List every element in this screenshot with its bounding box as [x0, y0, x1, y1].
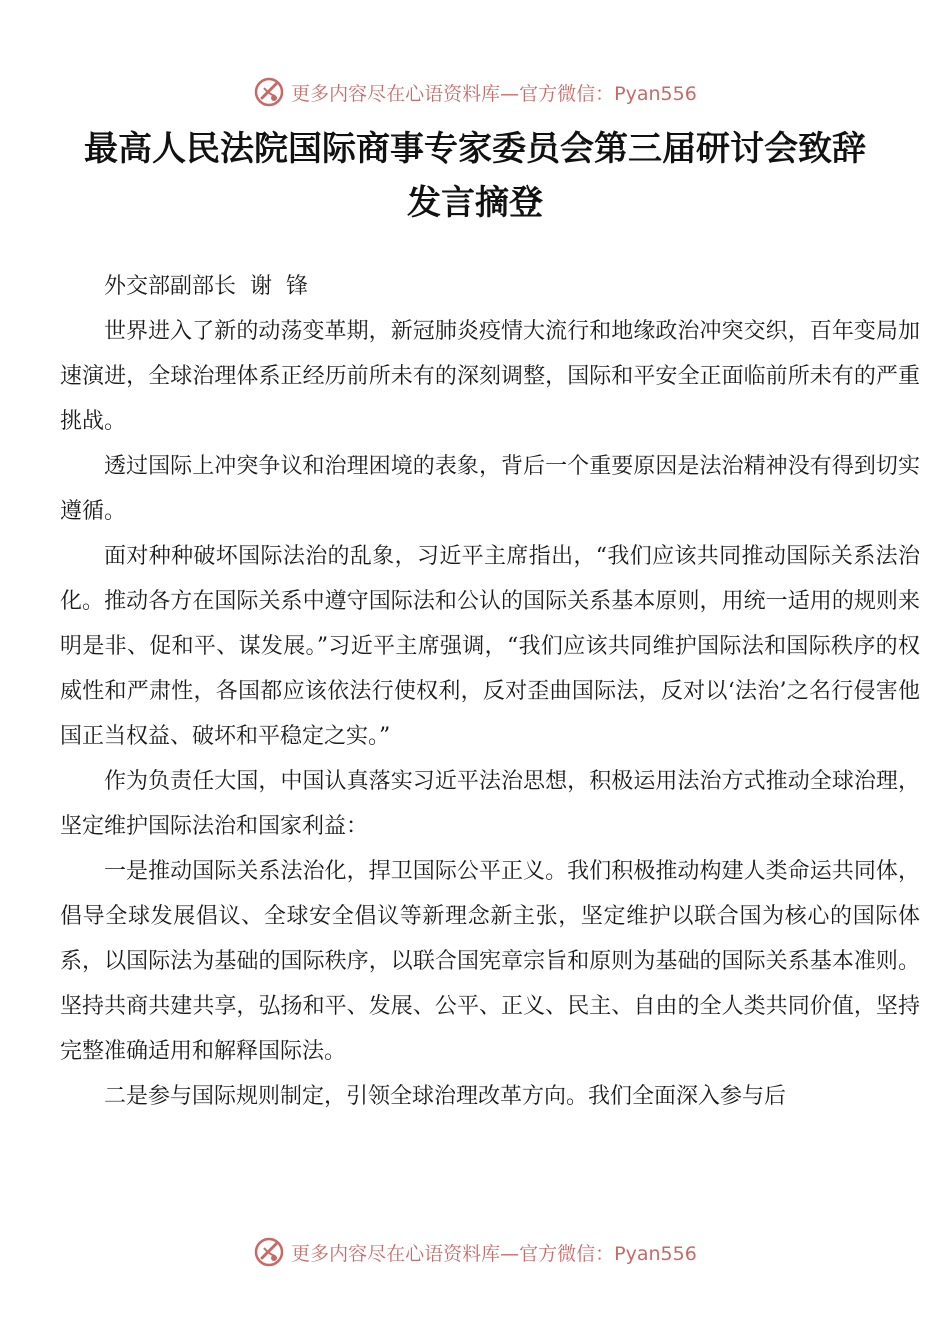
document-body	[60, 264, 920, 1119]
title-line-2: 发言摘登	[407, 183, 543, 223]
watermark-text: 更多内容尽在心语资料库—官方微信：Pyan556	[291, 82, 697, 105]
watermark-footer	[0, 1236, 950, 1268]
watermark-logo-icon	[253, 76, 285, 108]
watermark-header	[0, 76, 950, 108]
document-title	[40, 122, 910, 230]
title-line-1: 最高人民法院国际商事专家委员会第三届研讨会致辞	[84, 129, 866, 169]
paragraph-6: 二是参与国际规则制定，引领全球治理改革方向。我们全面深入参与后	[104, 1084, 787, 1109]
watermark-logo-icon	[253, 1236, 285, 1268]
watermark-text: 更多内容尽在心语资料库—官方微信：Pyan556	[291, 1242, 697, 1265]
paragraph-3: 面对种种破坏国际法治的乱象，习近平主席指出，“我们应该共同推动国际关系法治化。推动各方在国际关系中遵守国际法和公认的国际关系基本原则，用统一适用的规则来明是非、促和平、谋发展。”习近平主席强调，“我们应该共同维护国际法和国际秩序的权威性和严肃性，各国都应该依法行使权利，反对歪曲国际法，反对以‘法治’之名行侵害他国正当权益、破坏和平稳定之实。”	[60, 544, 920, 749]
paragraph-4: 作为负责任大国，中国认真落实习近平法治思想，积极运用法治方式推动全球治理，坚定维护国际法治和国家利益：	[60, 769, 920, 839]
author-line: 外交部副部长 谢 锋	[104, 274, 308, 299]
paragraph-1: 世界进入了新的动荡变革期，新冠肺炎疫情大流行和地缘政治冲突交织，百年变局加速演进，全球治理体系正经历前所未有的深刻调整，国际和平安全正面临前所未有的严重挑战。	[60, 319, 920, 434]
paragraph-5: 一是推动国际关系法治化，捍卫国际公平正义。我们积极推动构建人类命运共同体，倡导全球发展倡议、全球安全倡议等新理念新主张，坚定维护以联合国为核心的国际体系，以国际法为基础的国际秩序，以联合国宪章宗旨和原则为基础的国际关系基本准则。坚持共商共建共享，弘扬和平、发展、公平、正义、民主、自由的全人类共同价值，坚持完整准确适用和解释国际法。	[60, 859, 920, 1064]
paragraph-2: 透过国际上冲突争议和治理困境的表象，背后一个重要原因是法治精神没有得到切实遵循。	[60, 454, 920, 524]
